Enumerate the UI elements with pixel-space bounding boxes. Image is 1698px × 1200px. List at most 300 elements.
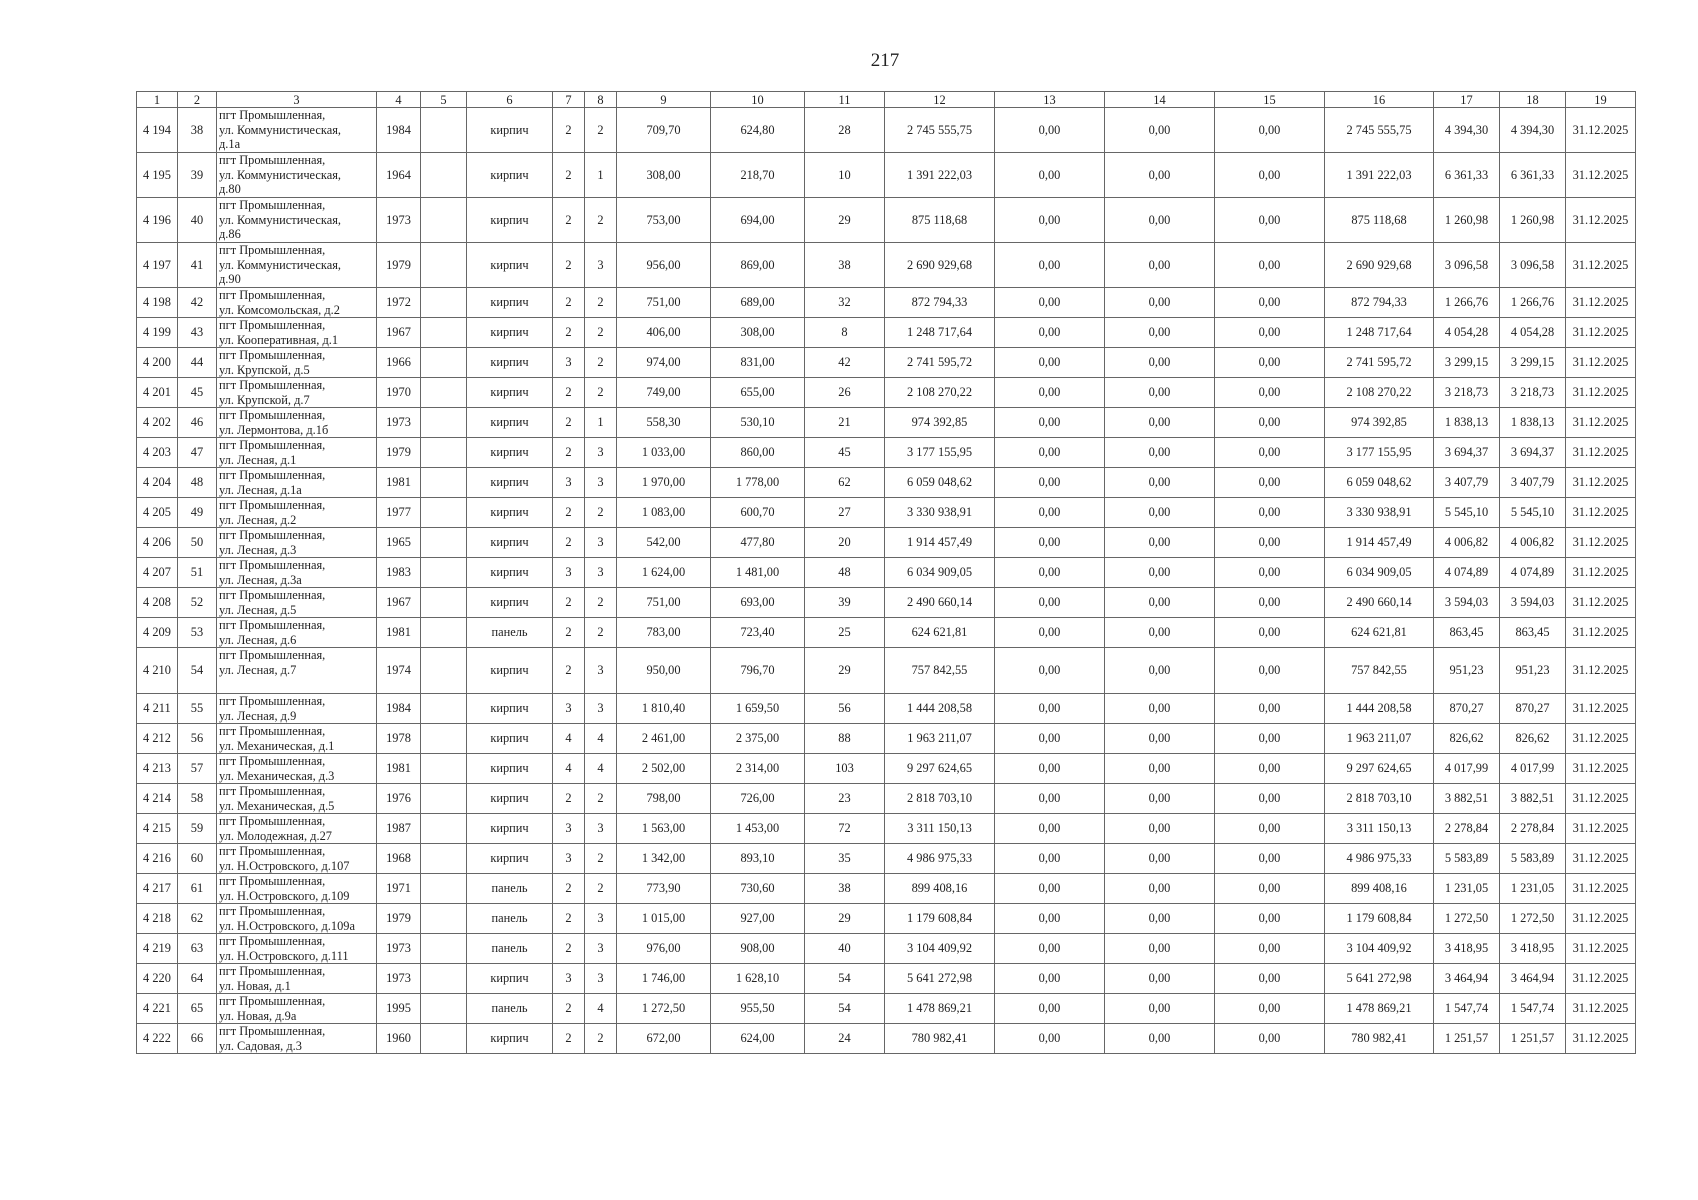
column-15-cell: 0,00 xyxy=(1215,964,1325,994)
column-14-cell: 0,00 xyxy=(1105,994,1215,1024)
year-built-cell: 1984 xyxy=(377,694,421,724)
column-15-cell: 0,00 xyxy=(1215,904,1325,934)
year-built-cell: 1976 xyxy=(377,784,421,814)
regional-fund-cell: 1 391 222,03 xyxy=(1325,153,1434,198)
record-number-cell: 4 220 xyxy=(137,964,178,994)
address-cell xyxy=(217,318,377,348)
living-area-cell: 693,00 xyxy=(711,588,805,618)
total-cost-cell: 1 478 869,21 xyxy=(885,994,995,1024)
record-number-cell: 4 213 xyxy=(137,754,178,784)
wall-material-cell: кирпич xyxy=(467,694,553,724)
entrances-cell: 1 xyxy=(585,153,617,198)
row-number-cell: 54 xyxy=(178,648,217,694)
regional-fund-cell: 780 982,41 xyxy=(1325,1024,1434,1054)
year-built-cell: 1972 xyxy=(377,288,421,318)
entrances-cell: 3 xyxy=(585,558,617,588)
floors-cell: 2 xyxy=(553,378,585,408)
column-5-cell xyxy=(421,198,467,243)
column-5-cell xyxy=(421,348,467,378)
table-row xyxy=(137,468,1636,498)
column-13-cell: 0,00 xyxy=(995,348,1105,378)
wall-material-cell: панель xyxy=(467,618,553,648)
year-built-cell: 1979 xyxy=(377,243,421,288)
address-line: ул. Механическая, д.1 xyxy=(219,738,335,753)
total-cost-cell: 9 297 624,65 xyxy=(885,754,995,784)
address-line: д.1а xyxy=(219,137,241,152)
regional-fund-cell: 899 408,16 xyxy=(1325,874,1434,904)
total-area-cell: 749,00 xyxy=(617,378,711,408)
total-area-cell: 1 746,00 xyxy=(617,964,711,994)
column-13-cell: 0,00 xyxy=(995,648,1105,694)
living-area-cell: 694,00 xyxy=(711,198,805,243)
column-13-cell: 0,00 xyxy=(995,1024,1105,1054)
wall-material-cell: кирпич xyxy=(467,348,553,378)
address-cell xyxy=(217,408,377,438)
row-number-cell: 59 xyxy=(178,814,217,844)
record-number-cell: 4 199 xyxy=(137,318,178,348)
residents-cell: 72 xyxy=(805,814,885,844)
specific-cost-cell: 863,45 xyxy=(1434,618,1500,648)
completion-date-cell: 31.12.2025 xyxy=(1566,694,1636,724)
column-header-2: 2 xyxy=(178,92,217,108)
column-13-cell: 0,00 xyxy=(995,243,1105,288)
completion-date-cell: 31.12.2025 xyxy=(1566,964,1636,994)
address-line: ул. Коммунистическая, xyxy=(219,257,341,272)
wall-material-cell: панель xyxy=(467,934,553,964)
address-line: ул. Коммунистическая, xyxy=(219,167,341,182)
max-cost-cell: 3 882,51 xyxy=(1500,784,1566,814)
year-built-cell: 1967 xyxy=(377,588,421,618)
specific-cost-cell: 826,62 xyxy=(1434,724,1500,754)
living-area-cell: 655,00 xyxy=(711,378,805,408)
specific-cost-cell: 1 838,13 xyxy=(1434,408,1500,438)
floors-cell: 2 xyxy=(553,784,585,814)
column-14-cell: 0,00 xyxy=(1105,243,1215,288)
record-number-cell: 4 221 xyxy=(137,994,178,1024)
address-cell xyxy=(217,528,377,558)
row-number-cell: 62 xyxy=(178,904,217,934)
regional-fund-cell: 872 794,33 xyxy=(1325,288,1434,318)
address-cell xyxy=(217,108,377,153)
max-cost-cell: 3 299,15 xyxy=(1500,348,1566,378)
completion-date-cell: 31.12.2025 xyxy=(1566,724,1636,754)
specific-cost-cell: 4 054,28 xyxy=(1434,318,1500,348)
address-cell xyxy=(217,844,377,874)
living-area-cell: 893,10 xyxy=(711,844,805,874)
total-cost-cell: 5 641 272,98 xyxy=(885,964,995,994)
max-cost-cell: 4 054,28 xyxy=(1500,318,1566,348)
column-5-cell xyxy=(421,994,467,1024)
max-cost-cell: 951,23 xyxy=(1500,648,1566,694)
specific-cost-cell: 1 272,50 xyxy=(1434,904,1500,934)
living-area-cell: 860,00 xyxy=(711,438,805,468)
floors-cell: 2 xyxy=(553,618,585,648)
record-number-cell: 4 222 xyxy=(137,1024,178,1054)
address-cell xyxy=(217,498,377,528)
year-built-cell: 1967 xyxy=(377,318,421,348)
row-number-cell: 44 xyxy=(178,348,217,378)
regional-fund-cell: 2 741 595,72 xyxy=(1325,348,1434,378)
entrances-cell: 3 xyxy=(585,528,617,558)
regional-fund-cell: 9 297 624,65 xyxy=(1325,754,1434,784)
max-cost-cell: 3 218,73 xyxy=(1500,378,1566,408)
address-cell xyxy=(217,964,377,994)
residents-cell: 32 xyxy=(805,288,885,318)
entrances-cell: 2 xyxy=(585,198,617,243)
regional-fund-cell: 5 641 272,98 xyxy=(1325,964,1434,994)
residents-cell: 88 xyxy=(805,724,885,754)
living-area-cell: 927,00 xyxy=(711,904,805,934)
max-cost-cell: 863,45 xyxy=(1500,618,1566,648)
address-line: пгт Промышленная, xyxy=(219,1024,326,1038)
column-13-cell: 0,00 xyxy=(995,754,1105,784)
residents-cell: 39 xyxy=(805,588,885,618)
max-cost-cell: 2 278,84 xyxy=(1500,814,1566,844)
address-line: пгт Промышленная, xyxy=(219,498,326,512)
address-line: ул. Лесная, д.3а xyxy=(219,572,302,587)
total-area-cell: 751,00 xyxy=(617,288,711,318)
column-13-cell: 0,00 xyxy=(995,108,1105,153)
row-number-cell: 46 xyxy=(178,408,217,438)
year-built-cell: 1987 xyxy=(377,814,421,844)
column-13-cell: 0,00 xyxy=(995,498,1105,528)
regional-fund-cell: 1 914 457,49 xyxy=(1325,528,1434,558)
floors-cell: 2 xyxy=(553,874,585,904)
total-area-cell: 976,00 xyxy=(617,934,711,964)
max-cost-cell: 1 251,57 xyxy=(1500,1024,1566,1054)
completion-date-cell: 31.12.2025 xyxy=(1566,994,1636,1024)
regional-fund-cell: 6 034 909,05 xyxy=(1325,558,1434,588)
year-built-cell: 1968 xyxy=(377,844,421,874)
total-cost-cell: 1 963 211,07 xyxy=(885,724,995,754)
column-14-cell: 0,00 xyxy=(1105,754,1215,784)
row-number-cell: 48 xyxy=(178,468,217,498)
row-number-cell: 58 xyxy=(178,784,217,814)
specific-cost-cell: 2 278,84 xyxy=(1434,814,1500,844)
row-number-cell: 50 xyxy=(178,528,217,558)
column-13-cell: 0,00 xyxy=(995,438,1105,468)
row-number-cell: 47 xyxy=(178,438,217,468)
residents-cell: 54 xyxy=(805,994,885,1024)
column-header-4: 4 xyxy=(377,92,421,108)
table-row xyxy=(137,288,1636,318)
address-line: ул. Лесная, д.6 xyxy=(219,632,297,647)
address-cell xyxy=(217,994,377,1024)
completion-date-cell: 31.12.2025 xyxy=(1566,438,1636,468)
residents-cell: 28 xyxy=(805,108,885,153)
completion-date-cell: 31.12.2025 xyxy=(1566,378,1636,408)
column-15-cell: 0,00 xyxy=(1215,468,1325,498)
total-cost-cell: 974 392,85 xyxy=(885,408,995,438)
specific-cost-cell: 1 547,74 xyxy=(1434,994,1500,1024)
completion-date-cell: 31.12.2025 xyxy=(1566,498,1636,528)
address-line: пгт Промышленная, xyxy=(219,348,326,362)
column-13-cell: 0,00 xyxy=(995,153,1105,198)
address-line: пгт Промышленная, xyxy=(219,588,326,602)
floors-cell: 3 xyxy=(553,468,585,498)
entrances-cell: 4 xyxy=(585,994,617,1024)
address-line: ул. Молодежная, д.27 xyxy=(219,828,332,843)
column-5-cell xyxy=(421,964,467,994)
address-cell xyxy=(217,648,377,694)
address-cell xyxy=(217,754,377,784)
entrances-cell: 3 xyxy=(585,904,617,934)
total-area-cell: 1 083,00 xyxy=(617,498,711,528)
entrances-cell: 2 xyxy=(585,1024,617,1054)
living-area-cell: 1 628,10 xyxy=(711,964,805,994)
residents-cell: 62 xyxy=(805,468,885,498)
entrances-cell: 3 xyxy=(585,243,617,288)
year-built-cell: 1973 xyxy=(377,934,421,964)
total-cost-cell: 1 444 208,58 xyxy=(885,694,995,724)
column-14-cell: 0,00 xyxy=(1105,874,1215,904)
column-14-cell: 0,00 xyxy=(1105,618,1215,648)
column-13-cell: 0,00 xyxy=(995,874,1105,904)
specific-cost-cell: 3 218,73 xyxy=(1434,378,1500,408)
column-5-cell xyxy=(421,468,467,498)
table-row xyxy=(137,934,1636,964)
record-number-cell: 4 210 xyxy=(137,648,178,694)
entrances-cell: 3 xyxy=(585,934,617,964)
floors-cell: 2 xyxy=(553,318,585,348)
table-row xyxy=(137,438,1636,468)
entrances-cell: 2 xyxy=(585,498,617,528)
entrances-cell: 2 xyxy=(585,784,617,814)
column-13-cell: 0,00 xyxy=(995,378,1105,408)
max-cost-cell: 1 272,50 xyxy=(1500,904,1566,934)
specific-cost-cell: 3 594,03 xyxy=(1434,588,1500,618)
record-number-cell: 4 209 xyxy=(137,618,178,648)
column-13-cell: 0,00 xyxy=(995,904,1105,934)
column-header-17: 17 xyxy=(1434,92,1500,108)
living-area-cell: 730,60 xyxy=(711,874,805,904)
entrances-cell: 2 xyxy=(585,288,617,318)
year-built-cell: 1981 xyxy=(377,618,421,648)
table-row xyxy=(137,528,1636,558)
record-number-cell: 4 202 xyxy=(137,408,178,438)
specific-cost-cell: 3 096,58 xyxy=(1434,243,1500,288)
total-area-cell: 2 502,00 xyxy=(617,754,711,784)
page-number: 217 xyxy=(870,50,900,71)
record-number-cell: 4 207 xyxy=(137,558,178,588)
specific-cost-cell: 3 407,79 xyxy=(1434,468,1500,498)
floors-cell: 2 xyxy=(553,528,585,558)
column-14-cell: 0,00 xyxy=(1105,438,1215,468)
column-13-cell: 0,00 xyxy=(995,198,1105,243)
row-number-cell: 63 xyxy=(178,934,217,964)
entrances-cell: 4 xyxy=(585,754,617,784)
column-13-cell: 0,00 xyxy=(995,618,1105,648)
table-row xyxy=(137,784,1636,814)
total-cost-cell: 3 330 938,91 xyxy=(885,498,995,528)
year-built-cell: 1984 xyxy=(377,108,421,153)
record-number-cell: 4 201 xyxy=(137,378,178,408)
wall-material-cell: кирпич xyxy=(467,1024,553,1054)
table-row xyxy=(137,964,1636,994)
address-line: д.86 xyxy=(219,227,241,242)
column-15-cell: 0,00 xyxy=(1215,784,1325,814)
column-14-cell: 0,00 xyxy=(1105,844,1215,874)
wall-material-cell: кирпич xyxy=(467,724,553,754)
column-5-cell xyxy=(421,934,467,964)
address-line: пгт Промышленная, xyxy=(219,438,326,452)
completion-date-cell: 31.12.2025 xyxy=(1566,318,1636,348)
address-cell xyxy=(217,694,377,724)
residents-cell: 48 xyxy=(805,558,885,588)
residents-cell: 45 xyxy=(805,438,885,468)
completion-date-cell: 31.12.2025 xyxy=(1566,1024,1636,1054)
row-number-cell: 55 xyxy=(178,694,217,724)
total-area-cell: 950,00 xyxy=(617,648,711,694)
record-number-cell: 4 212 xyxy=(137,724,178,754)
row-number-cell: 53 xyxy=(178,618,217,648)
column-14-cell: 0,00 xyxy=(1105,348,1215,378)
column-5-cell xyxy=(421,694,467,724)
year-built-cell: 1973 xyxy=(377,408,421,438)
total-area-cell: 558,30 xyxy=(617,408,711,438)
address-line: пгт Промышленная, xyxy=(219,874,326,888)
address-cell xyxy=(217,874,377,904)
completion-date-cell: 31.12.2025 xyxy=(1566,814,1636,844)
column-14-cell: 0,00 xyxy=(1105,934,1215,964)
entrances-cell: 1 xyxy=(585,408,617,438)
year-built-cell: 1995 xyxy=(377,994,421,1024)
address-line: пгт Промышленная, xyxy=(219,694,326,708)
entrances-cell: 3 xyxy=(585,694,617,724)
max-cost-cell: 3 096,58 xyxy=(1500,243,1566,288)
completion-date-cell: 31.12.2025 xyxy=(1566,108,1636,153)
regional-fund-cell: 757 842,55 xyxy=(1325,648,1434,694)
address-line: ул. Садовая, д.3 xyxy=(219,1038,302,1053)
column-5-cell xyxy=(421,814,467,844)
address-line: пгт Промышленная, xyxy=(219,994,326,1008)
specific-cost-cell: 3 299,15 xyxy=(1434,348,1500,378)
floors-cell: 2 xyxy=(553,408,585,438)
column-13-cell: 0,00 xyxy=(995,318,1105,348)
residents-cell: 35 xyxy=(805,844,885,874)
column-header-6: 6 xyxy=(467,92,553,108)
total-area-cell: 753,00 xyxy=(617,198,711,243)
total-cost-cell: 2 108 270,22 xyxy=(885,378,995,408)
max-cost-cell: 1 266,76 xyxy=(1500,288,1566,318)
address-line: пгт Промышленная, xyxy=(219,558,326,572)
total-area-cell: 974,00 xyxy=(617,348,711,378)
specific-cost-cell: 3 694,37 xyxy=(1434,438,1500,468)
column-15-cell: 0,00 xyxy=(1215,348,1325,378)
total-cost-cell: 3 177 155,95 xyxy=(885,438,995,468)
column-15-cell: 0,00 xyxy=(1215,874,1325,904)
row-number-cell: 40 xyxy=(178,198,217,243)
column-14-cell: 0,00 xyxy=(1105,378,1215,408)
wall-material-cell: кирпич xyxy=(467,588,553,618)
wall-material-cell: кирпич xyxy=(467,754,553,784)
column-15-cell: 0,00 xyxy=(1215,108,1325,153)
max-cost-cell: 4 017,99 xyxy=(1500,754,1566,784)
total-cost-cell: 757 842,55 xyxy=(885,648,995,694)
address-cell xyxy=(217,558,377,588)
column-14-cell: 0,00 xyxy=(1105,588,1215,618)
table-row xyxy=(137,348,1636,378)
year-built-cell: 1983 xyxy=(377,558,421,588)
regional-fund-cell: 3 104 409,92 xyxy=(1325,934,1434,964)
address-line: ул. Кооперативная, д.1 xyxy=(219,332,339,347)
regional-fund-cell: 1 248 717,64 xyxy=(1325,318,1434,348)
address-cell xyxy=(217,1024,377,1054)
regional-fund-cell: 624 621,81 xyxy=(1325,618,1434,648)
total-cost-cell: 1 179 608,84 xyxy=(885,904,995,934)
floors-cell: 2 xyxy=(553,934,585,964)
living-area-cell: 624,00 xyxy=(711,1024,805,1054)
specific-cost-cell: 870,27 xyxy=(1434,694,1500,724)
total-area-cell: 1 970,00 xyxy=(617,468,711,498)
completion-date-cell: 31.12.2025 xyxy=(1566,243,1636,288)
total-cost-cell: 1 914 457,49 xyxy=(885,528,995,558)
wall-material-cell: кирпич xyxy=(467,243,553,288)
max-cost-cell: 4 006,82 xyxy=(1500,528,1566,558)
record-number-cell: 4 208 xyxy=(137,588,178,618)
address-line: ул. Новая, д.1 xyxy=(219,978,291,993)
regional-fund-cell: 4 986 975,33 xyxy=(1325,844,1434,874)
column-header-1: 1 xyxy=(137,92,178,108)
address-line: пгт Промышленная, xyxy=(219,378,326,392)
max-cost-cell: 826,62 xyxy=(1500,724,1566,754)
column-header-14: 14 xyxy=(1105,92,1215,108)
column-13-cell: 0,00 xyxy=(995,588,1105,618)
total-area-cell: 1 272,50 xyxy=(617,994,711,1024)
table-row xyxy=(137,153,1636,198)
table-row xyxy=(137,243,1636,288)
total-cost-cell: 2 745 555,75 xyxy=(885,108,995,153)
column-14-cell: 0,00 xyxy=(1105,558,1215,588)
total-area-cell: 751,00 xyxy=(617,588,711,618)
record-number-cell: 4 216 xyxy=(137,844,178,874)
header-row xyxy=(137,92,1636,108)
record-number-cell: 4 211 xyxy=(137,694,178,724)
column-14-cell: 0,00 xyxy=(1105,648,1215,694)
floors-cell: 3 xyxy=(553,694,585,724)
wall-material-cell: кирпич xyxy=(467,198,553,243)
table-row xyxy=(137,648,1636,694)
address-line: ул. Лермонтова, д.1б xyxy=(219,422,329,437)
column-header-7: 7 xyxy=(553,92,585,108)
address-line: ул. Н.Островского, д.109а xyxy=(219,918,355,933)
record-number-cell: 4 196 xyxy=(137,198,178,243)
row-number-cell: 66 xyxy=(178,1024,217,1054)
address-cell xyxy=(217,243,377,288)
column-15-cell: 0,00 xyxy=(1215,498,1325,528)
address-line: ул. Н.Островского, д.109 xyxy=(219,888,350,903)
column-5-cell xyxy=(421,378,467,408)
column-5-cell xyxy=(421,318,467,348)
table-row xyxy=(137,588,1636,618)
column-13-cell: 0,00 xyxy=(995,468,1105,498)
record-number-cell: 4 200 xyxy=(137,348,178,378)
max-cost-cell: 3 407,79 xyxy=(1500,468,1566,498)
total-area-cell: 1 342,00 xyxy=(617,844,711,874)
entrances-cell: 3 xyxy=(585,468,617,498)
living-area-cell: 477,80 xyxy=(711,528,805,558)
floors-cell: 2 xyxy=(553,438,585,468)
living-area-cell: 723,40 xyxy=(711,618,805,648)
entrances-cell: 2 xyxy=(585,108,617,153)
column-13-cell: 0,00 xyxy=(995,964,1105,994)
max-cost-cell: 870,27 xyxy=(1500,694,1566,724)
entrances-cell: 2 xyxy=(585,588,617,618)
regional-fund-cell: 974 392,85 xyxy=(1325,408,1434,438)
column-header-10: 10 xyxy=(711,92,805,108)
column-15-cell: 0,00 xyxy=(1215,844,1325,874)
specific-cost-cell: 5 545,10 xyxy=(1434,498,1500,528)
